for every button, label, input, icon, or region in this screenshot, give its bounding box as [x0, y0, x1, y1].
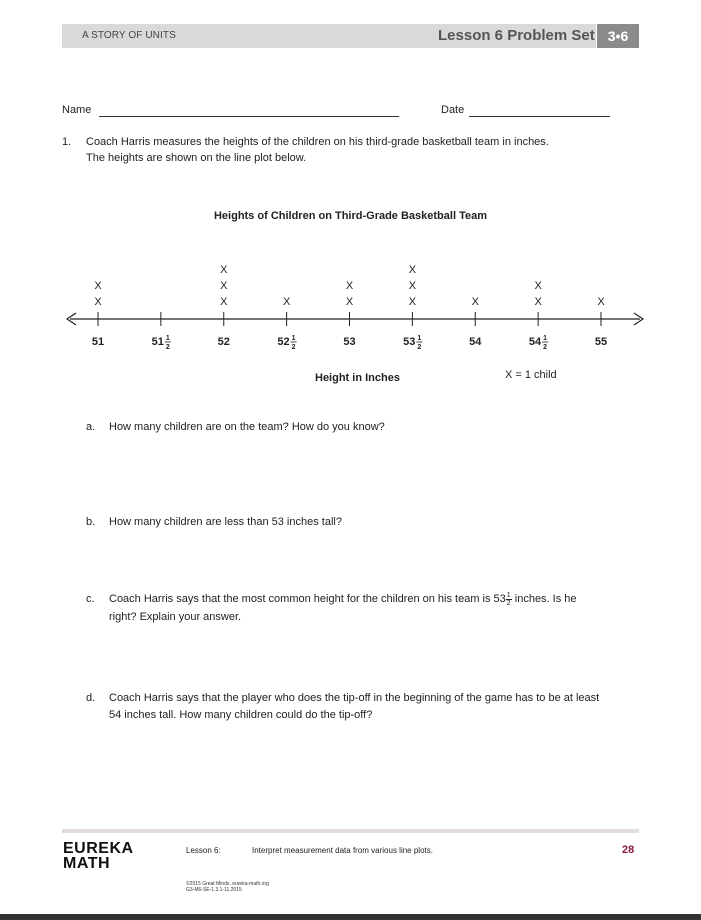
x-marks: [94, 264, 605, 308]
tick-label-numerator: 1: [165, 335, 170, 342]
x-mark: X: [534, 280, 542, 292]
x-mark: X: [282, 296, 291, 308]
copyright: [186, 881, 269, 893]
x-mark: X: [408, 296, 417, 308]
question-text-line1: Coach Harris measures the heights of the children on his third-grade basketball team in inches.: [86, 136, 549, 148]
x-mark: X: [408, 264, 417, 276]
x-mark: X: [597, 296, 605, 308]
x-mark: X: [94, 296, 102, 308]
x-mark: X: [534, 296, 542, 308]
date-label: Date: [441, 104, 465, 116]
eureka-math-logo: [63, 841, 134, 871]
fraction-denominator: 2: [506, 599, 511, 607]
fraction-numerator: 1: [506, 591, 511, 599]
tick-label-numerator: 1: [291, 335, 296, 342]
logo-line1: EUREKA: [63, 840, 134, 857]
tick-label: 52: [217, 336, 230, 348]
part-c-line2: right? Explain your answer.: [109, 611, 242, 623]
x-axis-label: Height in Inches: [315, 372, 400, 384]
x-mark: X: [94, 280, 102, 292]
x-mark: X: [220, 264, 228, 276]
part-a-letter: a.: [86, 421, 96, 433]
grade-badge: 3•6: [597, 24, 639, 48]
part-d-letter: d.: [86, 692, 96, 704]
tick-label-denominator: 2: [165, 344, 170, 351]
part-d-line2: 54 inches tall. How many children could do the tip-off?: [109, 709, 373, 721]
footer-description: Interpret measurement data from various line plots.: [252, 846, 433, 855]
tick-label-numerator: 1: [417, 335, 422, 342]
footer-rule: [62, 829, 639, 833]
part-c-letter: c.: [86, 593, 95, 605]
tick-label-denominator: 2: [291, 344, 296, 351]
tick-labels: [92, 335, 607, 351]
x-mark: X: [345, 280, 354, 292]
tick-label: 54: [469, 336, 482, 348]
date-field[interactable]: [469, 116, 610, 117]
name-field[interactable]: [99, 116, 399, 117]
tick-label-whole: 51: [151, 336, 164, 348]
tick-label: 51: [91, 336, 105, 348]
copyright-line2: G3-M6-SE-1.3.1-11.2015: [186, 887, 242, 893]
lesson-title: Lesson 6 Problem Set: [438, 27, 595, 44]
tick-label-whole: 54: [528, 336, 542, 348]
question-number: 1.: [62, 136, 72, 148]
name-label: Name: [62, 104, 92, 116]
plot-key: X = 1 child: [505, 369, 557, 381]
part-c-text-before: Coach Harris says that the most common height for the children on his team is 53: [109, 593, 506, 605]
part-c-line1: [109, 591, 577, 607]
tick-label-whole: 53: [403, 336, 416, 348]
bottom-bar: [0, 914, 701, 920]
x-mark: X: [408, 280, 417, 292]
x-mark: X: [471, 296, 479, 308]
part-a-text: How many children are on the team? How do you know?: [109, 421, 385, 433]
footer-lesson: Lesson 6:: [186, 846, 221, 855]
part-b-text: How many children are less than 53 inches tall?: [109, 516, 342, 528]
series-title: A STORY OF UNITS: [82, 30, 176, 41]
tick-label-whole: 52: [277, 336, 290, 348]
tick-label-denominator: 2: [543, 344, 548, 351]
page-number: 28: [622, 844, 635, 856]
x-mark: X: [345, 296, 354, 308]
line-plot: [0, 250, 701, 362]
part-c-text-after: inches. Is he: [511, 593, 577, 605]
part-b-letter: b.: [86, 516, 96, 528]
tick-label-numerator: 1: [543, 335, 548, 342]
number-line: [67, 313, 643, 325]
copyright-line1: ©2015 Great Minds. eureka-math.org: [186, 881, 269, 887]
question-text-line2: The heights are shown on the line plot below.: [86, 152, 307, 164]
x-mark: X: [220, 280, 228, 292]
part-d-line1: Coach Harris says that the player who does the tip-off in the beginning of the game has to be at least: [109, 692, 600, 704]
chart-title: Heights of Children on Third-Grade Basketball Team: [213, 210, 487, 222]
tick-label-denominator: 2: [417, 344, 422, 351]
tick-label: 55: [594, 336, 608, 348]
tick-label: 53: [343, 336, 356, 348]
logo-line2: MATH: [63, 855, 111, 872]
x-mark: X: [220, 296, 228, 308]
